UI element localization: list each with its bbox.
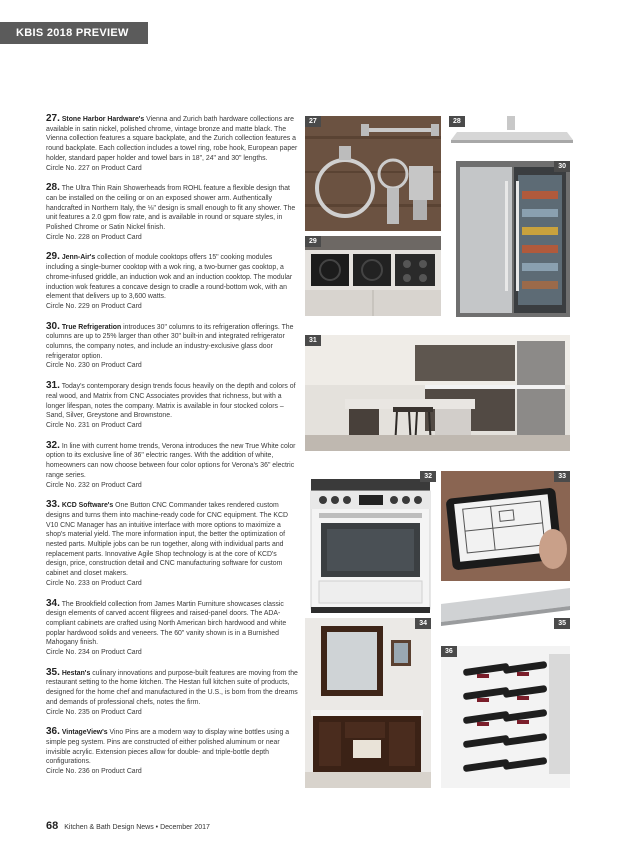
tablet-illustration (441, 471, 570, 581)
photo-32-range (305, 471, 436, 615)
cooktop-illustration (305, 236, 441, 316)
photo-number-tag: 34 (415, 618, 431, 629)
entry-circle: Circle No. 236 on Product Card (46, 768, 142, 776)
photo-31-kitchen (305, 335, 570, 451)
entry-circle: Circle No. 228 on Product Card (46, 233, 142, 241)
entry-number: 28. (46, 182, 60, 194)
entry-text: collection of module cooktops offers 15" cooking modules including a single-burner cooktop with a wok ring, a two-burner gas cooktop, a chrome-infused griddle, an induction wok and an induction cooktop. The modular induction wok features a concave design to cradle a round-bottom wok, with an element that delivers up to 3,600 watts. (46, 254, 293, 301)
entry-number: 30. (46, 320, 60, 332)
entry-number: 35. (46, 666, 60, 678)
entry-circle: Circle No. 231 on Product Card (46, 421, 142, 429)
entry-text: Today's contemporary design trends focus heavily on the depth and colors of real wood, and Matrix from CNC Associates provides that richness, but with a longer lifespan, notes the company. Matrix is available in four stocked colors – Sand, Silver, Greystone and Brownstone. (46, 383, 296, 420)
entry-company: VintageView's (61, 729, 108, 737)
hestan-illustration (441, 584, 570, 632)
article-column (46, 114, 298, 787)
page-footer (46, 820, 210, 832)
entry-number: 32. (46, 439, 60, 451)
range-illustration (305, 471, 436, 615)
entry-text: Vienna and Zurich bath hardware collections are available in satin nickel, polished chrome, vintage bronze and matte black. The Vienna collection features a square backplate, and the Zurich collection features a round backplate. Each collection includes a towel ring, robe hook, European paper holder, standard paper holder and towel bars in 18", 24" and 30" lengths. (46, 116, 298, 162)
entry-text: culinary innovations and purpose-built features are moving from the restaurant setting to the home kitchen. The Hestan full kitchen suite of products, designed for the home chef and manufactured in the U.S., is born from the dreams and demands of professional chefs, notes the firm. (46, 669, 298, 706)
entry-32 (46, 441, 298, 491)
entry-text: One Button CNC Commander takes rendered custom designs and turns them into machine-ready code for CNC equipment. The KCD V10 CNC Manager has an intuitive interface with more options to maximize a shop's material yield. The more information input, the better the optimization of nested parts. Multiple jobs can be run together, along with individual parts and replacement parts. Innovative Agile Shop technology is at the core of KCD's design, price, construction detail and CNC manufacturing software for custom cabinet and closet makers. (46, 502, 288, 578)
entry-number: 29. (46, 251, 60, 263)
entry-text: In line with current home trends, Verona introduces the new True White color option to its exclusive line of 36" electric ranges. With the addition of white, homeowners can now choose between four color options for Verona's 36" electric range series. (46, 442, 296, 479)
page-number: 68 (46, 820, 59, 832)
photo-number-tag: 33 (554, 471, 570, 482)
entry-33 (46, 500, 298, 588)
entry-circle: Circle No. 233 on Product Card (46, 579, 142, 587)
photo-number-tag: 35 (554, 618, 570, 629)
photo-35-hestan (441, 584, 570, 632)
entry-circle: Circle No. 229 on Product Card (46, 302, 142, 310)
entry-36 (46, 727, 298, 777)
refrigerator-illustration (456, 161, 570, 317)
photo-33-tablet (441, 471, 570, 581)
entry-company: True Refrigeration (61, 323, 122, 331)
photo-29-cooktop (305, 236, 441, 316)
entry-number: 36. (46, 726, 60, 738)
photo-27-bath-hardware (305, 116, 441, 231)
entry-circle: Circle No. 235 on Product Card (46, 708, 142, 716)
entry-text: The Ultra Thin Rain Showerheads from ROHL feature a flexible design that can be installed on the ceiling or on an exposed shower arm. Authentically handcrafted in Northern Italy, the ⅛" design is small enough to fit any shower. The unit features a 2.0 gpm flow rate, and is available in round or square styles, in Polished Chrome or Satin Nickel finish. (46, 185, 296, 232)
entry-28 (46, 183, 298, 242)
photo-28-showerhead (449, 116, 575, 151)
entry-34 (46, 599, 298, 658)
bath-hardware-illustration (305, 116, 441, 231)
showerhead-illustration (449, 116, 575, 151)
entry-text: introduces 30" columns to its refrigeration offerings. The columns are up to 25% larger than other 30" built-in and integrated refrigerator columns, the company notes, and include an industry-exclusive glass door refrigerator option. (46, 323, 294, 360)
kitchen-illustration (305, 335, 570, 451)
entry-text: Vino Pins are a modern way to display wine bottles using a simple peg system. Pins are constructed of either polished aluminum or near invisible acrylic. Extension pieces allow for double- and triple-bottle depth configurations. (46, 729, 290, 766)
entry-circle: Circle No. 232 on Product Card (46, 481, 142, 489)
photo-number-tag: 31 (305, 335, 321, 346)
vanity-illustration (305, 618, 431, 788)
photo-number-tag: 27 (305, 116, 321, 127)
entry-circle: Circle No. 230 on Product Card (46, 362, 142, 370)
photo-34-vanity (305, 618, 431, 788)
photo-number-tag: 29 (305, 236, 321, 247)
section-banner: KBIS 2018 PREVIEW (0, 22, 148, 44)
photo-number-tag: 30 (554, 161, 570, 172)
entry-number: 31. (46, 380, 60, 392)
entry-circle: Circle No. 234 on Product Card (46, 649, 142, 657)
entry-35 (46, 668, 298, 718)
entry-31 (46, 381, 298, 431)
entry-text: The Brookfield collection from James Martin Furniture showcases classic design elements of carved accent filigrees and raised-panel doors. The ADA-compliant cabinets are crafted using North American birch hardwood and white poplar hardwood solids and veneers. The 60" vanity shown is in a Burnished Mahogany finish. (46, 600, 287, 647)
entry-company: Stone Harbor Hardware's (61, 116, 145, 123)
wine-pins-illustration (441, 646, 570, 788)
publication-name: Kitchen & Bath Design News • December 2017 (64, 824, 210, 831)
entry-number: 34. (46, 597, 60, 609)
photo-number-tag: 36 (441, 646, 457, 657)
entry-company: KCD Software's (61, 502, 114, 510)
entry-circle: Circle No. 227 on Product Card (46, 164, 142, 172)
entry-number: 27. (46, 113, 60, 124)
entry-number: 33. (46, 499, 60, 511)
entry-29 (46, 252, 298, 311)
photo-number-tag: 32 (420, 471, 436, 482)
photo-36-wine-pins (441, 646, 570, 788)
entry-company: Hestan's (61, 669, 91, 677)
entry-27 (46, 114, 298, 173)
photo-30-refrigerator (456, 161, 570, 317)
photo-number-tag: 28 (449, 116, 465, 127)
entry-30 (46, 322, 298, 372)
entry-company: Jenn-Air's (61, 254, 96, 262)
